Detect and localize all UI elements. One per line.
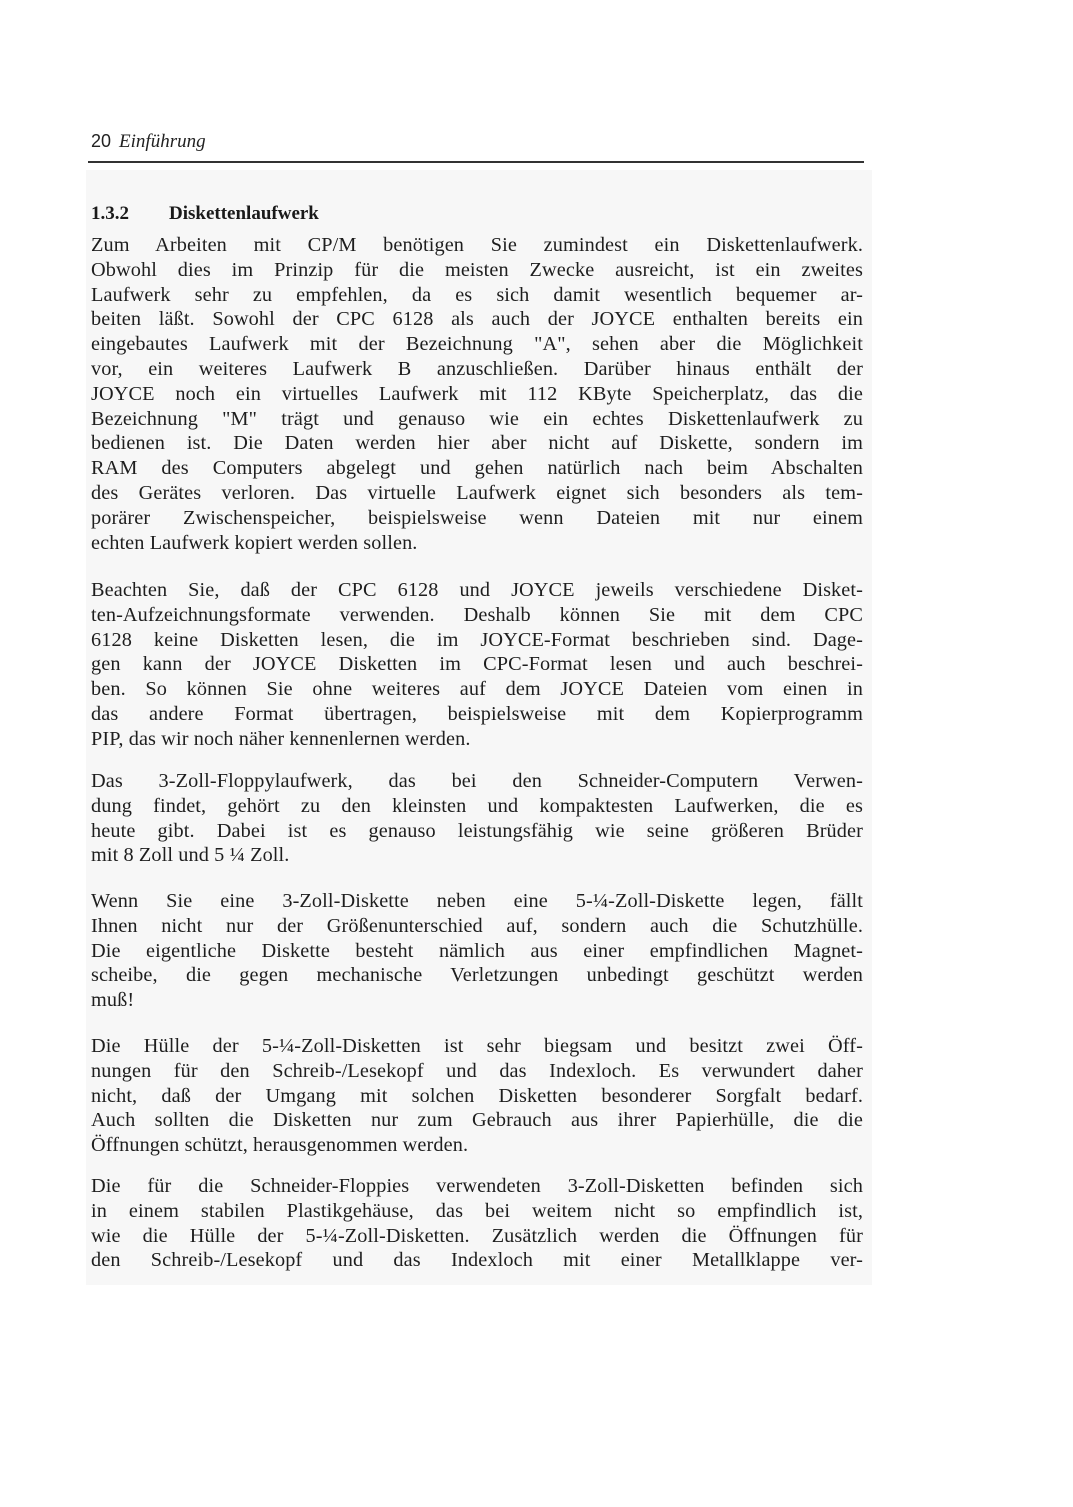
text-line: nicht, daß der Umgang mit solchen Disketten besonderer Sorgfalt bedarf. — [91, 1084, 863, 1107]
text-line: Obwohl dies im Prinzip für die meisten Zwecke ausreicht, ist ein zweites — [91, 258, 863, 281]
text-line: Die für die Schneider-Floppies verwendeten 3-Zoll-Disketten befinden sich — [91, 1175, 863, 1197]
text-line: PIP, das wir noch näher kennenlernen werden. — [91, 727, 471, 750]
text-line: Öffnungen schützt, herausgenommen werden. — [91, 1134, 469, 1157]
text-line: das andere Format übertragen, beispielsweise mit dem Kopierprogramm — [91, 702, 863, 725]
text-line: den Schreib-/Lesekopf und das Indexloch mit einer Metallklappe ver- — [91, 1249, 863, 1272]
text-line: mit 8 Zoll und 5 ¼ Zoll. — [91, 844, 290, 867]
text-line: Laufwerk sehr zu empfehlen, da es sich damit wesentlich bequemer ar- — [91, 283, 863, 306]
paragraph-6 — [91, 1174, 863, 1273]
text-line: bedienen ist. Die Daten werden hier aber nicht auf Diskette, sondern im — [91, 432, 863, 455]
text-line: ben. So können Sie ohne weiteres auf dem JOYCE Dateien vom einen in — [91, 678, 863, 701]
text-line: RAM des Computers abgelegt und gehen natürlich nach beim Abschalten — [91, 457, 863, 480]
text-line: Die eigentliche Diskette besteht nämlich aus einer empfindlichen Magnet- — [91, 939, 863, 962]
text-line: echten Laufwerk kopiert werden sollen. — [91, 531, 418, 554]
text-line: Auch sollten die Disketten nur zum Gebrauch aus ihrer Papierhülle, die die — [91, 1109, 863, 1132]
paragraph-4 — [91, 889, 863, 1013]
running-head — [91, 129, 206, 154]
text-line: gen kann der JOYCE Disketten im CPC-Format lesen und auch beschrei- — [91, 653, 863, 676]
text-line: Das 3-Zoll-Floppylaufwerk, das bei den Schneider-Computern Verwen- — [91, 770, 863, 792]
header-rule — [88, 161, 864, 163]
text-line: 6128 keine Disketten lesen, die im JOYCE-Format beschrieben sind. Dage- — [91, 628, 863, 651]
text-line: dung findet, gehört zu den kleinsten und kompaktesten Laufwerken, die es — [91, 794, 863, 817]
section-number: 1.3.2 — [91, 203, 129, 224]
text-line: muß! — [91, 989, 135, 1012]
text-line: des Gerätes verloren. Das virtuelle Laufwerk eignet sich besonders als tem- — [91, 481, 863, 504]
text-line: in einem stabilen Plastikgehäuse, das bei weitem nicht so empfindlich ist, — [91, 1199, 863, 1222]
text-line: Die Hülle der 5-¼-Zoll-Disketten ist sehr biegsam und besitzt zwei Öff- — [91, 1035, 863, 1057]
text-line: Bezeichnung "M" trägt und genauso wie ein echtes Diskettenlaufwerk zu — [91, 407, 863, 430]
text-line: heute gibt. Dabei ist es genauso leistungsfähig wie seine größeren Brüder — [91, 819, 863, 842]
text-line: ten-Aufzeichnungsformate verwenden. Deshalb können Sie mit dem CPC — [91, 603, 863, 626]
paragraph-3 — [91, 769, 863, 868]
text-line: nungen für den Schreib-/Lesekopf und das Indexloch. Es verwundert daher — [91, 1059, 863, 1082]
text-line: Wenn Sie eine 3-Zoll-Diskette neben eine 5-¼-Zoll-Diskette legen, fällt — [91, 890, 863, 912]
text-line: scheibe, die gegen mechanische Verletzungen unbedingt geschützt werden — [91, 964, 863, 987]
text-line: eingebautes Laufwerk mit der Bezeichnung "A", sehen aber die Möglichkeit — [91, 333, 863, 356]
text-line: Zum Arbeiten mit CP/M benötigen Sie zumindest ein Diskettenlaufwerk. — [91, 234, 863, 256]
paragraph-2 — [91, 578, 863, 752]
paragraph-5 — [91, 1034, 863, 1158]
page-number: 20 — [91, 131, 112, 151]
text-line: beiten läßt. Sowohl der CPC 6128 als auch der JOYCE enthalten bereits ein — [91, 308, 863, 331]
section-heading — [91, 202, 319, 226]
text-line: Ihnen nicht nur der Größenunterschied auf, sondern auch die Schutzhülle. — [91, 914, 863, 937]
text-line: wie die Hülle der 5-¼-Zoll-Disketten. Zusätzlich werden die Öffnungen für — [91, 1224, 863, 1247]
text-line: porärer Zwischenspeicher, beispielsweise wenn Dateien mit nur einem — [91, 506, 863, 529]
text-line: vor, ein weiteres Laufwerk B anzuschließen. Darüber hinaus enthält der — [91, 357, 863, 380]
paragraph-1 — [91, 233, 863, 555]
text-line: Beachten Sie, daß der CPC 6128 und JOYCE jeweils verschiedene Disket- — [91, 579, 863, 601]
section-title: Diskettenlaufwerk — [169, 203, 319, 224]
chapter-title: Einführung — [119, 131, 206, 152]
text-line: JOYCE noch ein virtuelles Laufwerk mit 112 KByte Speicherplatz, das die — [91, 382, 863, 405]
